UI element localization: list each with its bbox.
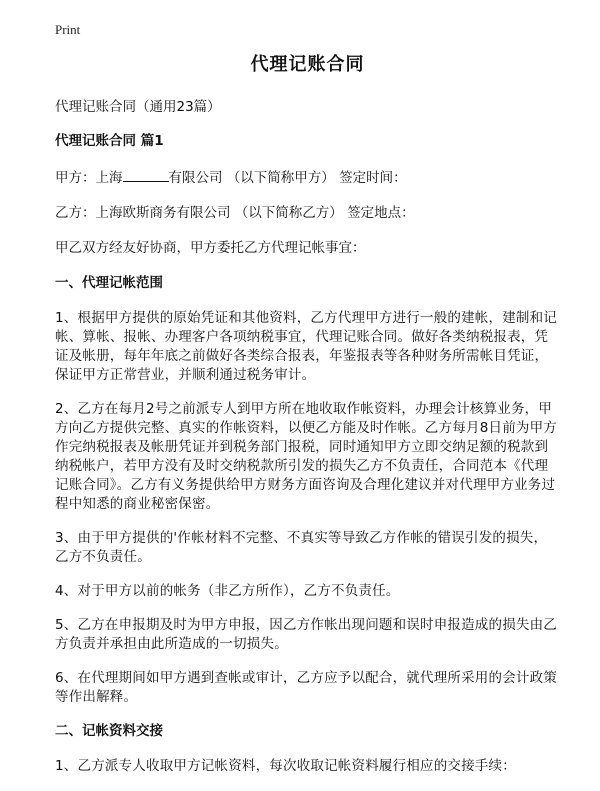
section-2-clause-1: 1、乙方派专人收取甲方记帐资料，每次收取记帐资料履行相应的交接手续： (55, 758, 516, 774)
clause-4: 4、对于甲方以前的帐务（非乙方所作），乙方不负责任。 (55, 583, 400, 599)
section-1-title: 一、代理记帐范围 (55, 275, 163, 291)
clause-6: 6、在代理期间如甲方遇到查帐或审计，乙方应予以配合，就代理所采用的会计政策等作出解释。 (55, 670, 557, 705)
clause-3: 3、由于甲方提供的'作帐材料不完整、不真实等导致乙方作帐的错误引发的损失，乙方不负责任。 (55, 530, 548, 565)
clause-1: 1、根据甲方提供的原始凭证和其他资料，乙方代理甲方进行一般的建帐，建制和记帐、算帐、报帐、办理客户各项纳税事宜，代理记账合同。做好各类纳税报表，凭证及帐册，每年年底之前做好各类综合报表，年鉴报表等各种财务所需帐目凭证，保证甲方正常营业，并顺利通过税务审计。 (55, 310, 557, 383)
section-2-title: 二、记帐资料交接 (55, 723, 163, 739)
clause-2: 2、乙方在每月2号之前派专人到甲方所在地收取作帐资料，办理会计核算业务，甲方向乙方提供完整、真实的作帐资料，以便乙方能及时作帐。乙方每月8日前为甲方作完纳税报表及帐册凭证并到税务部门报税，同时通知甲方立即交纳足额的税款到纳税帐户，若甲方没有及时交纳税款所引发的损失乙方不负责任，合同范本《代理记账合同》。乙方有义务提供给甲方财务方面咨询及合理化建议并对代理甲方业务过程中知悉的商业秘密保密。 (55, 401, 557, 512)
print-link[interactable]: Print (55, 22, 81, 37)
party-a-prefix: 甲方：上海 (55, 170, 123, 186)
document-subtitle: 代理记账合同（通用23篇） (55, 99, 221, 115)
clause-5: 5、乙方在申报期及时为甲方申报，因乙方作帐出现问题和误时申报造成的损失由乙方负责并承担由此所造成的一切损失。 (55, 617, 557, 652)
party-a-suffix: 有限公司 （以下简称甲方） 签定时间： (168, 170, 407, 186)
party-a-line (55, 167, 560, 188)
document-body (55, 50, 560, 791)
party-a-blank (123, 167, 169, 182)
party-b-line: 乙方：上海欧斯商务有限公司 （以下简称乙方） 签定地点： (55, 205, 415, 221)
contract-heading: 代理记账合同 篇1 (55, 133, 164, 149)
document-title: 代理记账合同 (250, 54, 365, 75)
intro-line: 甲乙双方经友好协商，甲方委托乙方代理记帐事宜： (55, 240, 366, 256)
